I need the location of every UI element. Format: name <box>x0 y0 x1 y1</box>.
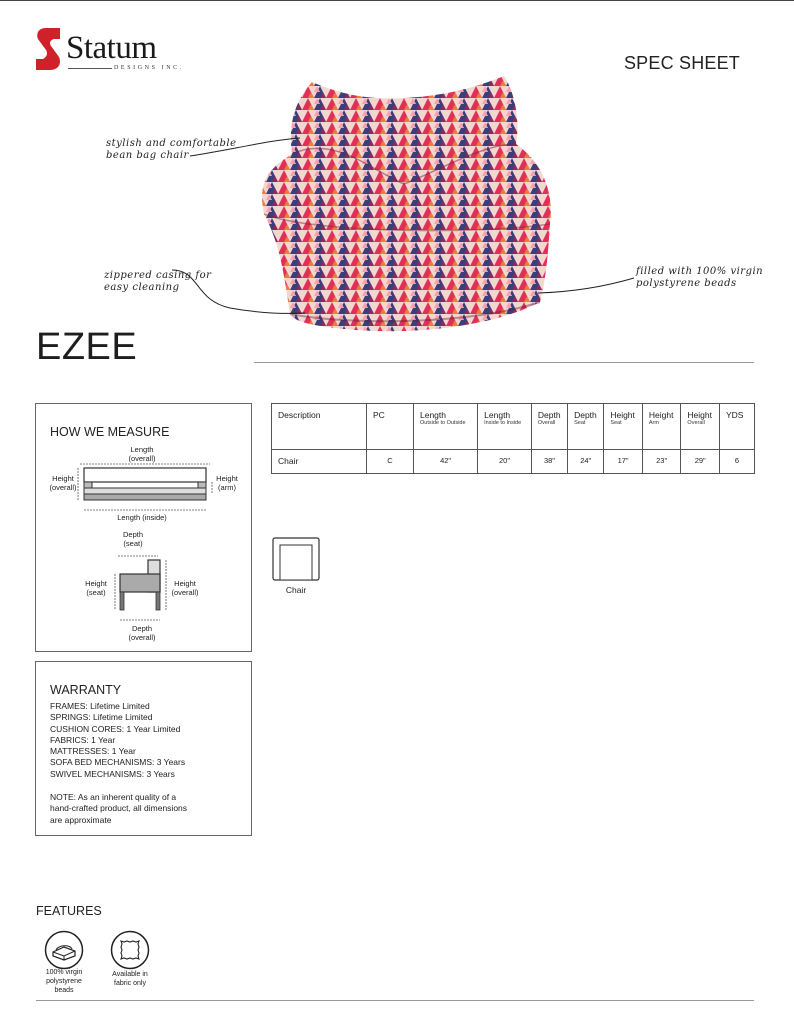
sofa-side-diagram <box>112 554 172 626</box>
warranty-note: NOTE: As an inherent quality of a hand-crafted product, all dimensions are approximate <box>50 792 188 825</box>
brand-name: Statum <box>66 30 157 66</box>
label-length-overall: Length (overall) <box>128 445 156 463</box>
label-height-overall-right: Height (overall) <box>171 579 199 597</box>
label-height-arm: Height (arm) <box>216 474 238 492</box>
spec-table <box>271 403 755 474</box>
warranty-line: FRAMES: Lifetime Limited <box>50 701 150 711</box>
features-title: FEATURES <box>36 904 102 918</box>
callout-comfortable: stylish and comfortable bean bag chair <box>106 138 237 161</box>
cell-length-inside: 20" <box>478 450 532 474</box>
product-title: EZEE <box>36 326 138 368</box>
header-height-seat: Height Seat <box>604 404 643 450</box>
chair-plan-label: Chair <box>285 585 307 595</box>
warranty-line: SOFA BED MECHANISMS: 3 Years <box>50 757 186 768</box>
warranty-line: FABRICS: 1 Year <box>50 734 116 745</box>
how-we-measure-panel <box>35 403 252 652</box>
header-depth-seat: Depth Seat <box>568 404 604 450</box>
feature-label-beads: 100% virgin polystyrene beads <box>45 969 83 994</box>
header-length-inside: Length Inside to Inside <box>478 404 532 450</box>
label-height-overall-left: Height (overall) <box>49 474 77 492</box>
title-rule <box>254 362 754 363</box>
header-length-outside: Length Outside to Outside <box>414 404 478 450</box>
warranty-panel <box>35 661 252 836</box>
label-depth-seat: Depth (seat) <box>122 530 143 548</box>
warranty-line: MATTRESSES: 1 Year <box>50 746 136 757</box>
sofa-front-diagram <box>74 462 216 514</box>
header-pc: PC <box>367 404 414 450</box>
header-depth-overall: Depth Overall <box>531 404 567 450</box>
cell-height-arm: 23" <box>642 450 681 474</box>
warranty-list <box>50 701 185 780</box>
spec-sheet-title: SPEC SHEET <box>623 53 740 73</box>
table-header-row <box>272 404 755 450</box>
cell-length-outside: 42" <box>414 450 478 474</box>
table-row <box>272 450 755 474</box>
label-height-seat: Height (seat) <box>85 579 107 597</box>
cell-description: Chair <box>272 450 367 474</box>
warranty-line: SWIVEL MECHANISMS: 3 Years <box>50 768 175 779</box>
cell-depth-seat: 24" <box>568 450 604 474</box>
header-height-overall: Height Overall <box>681 404 720 450</box>
beads-icon <box>44 930 84 970</box>
warranty-line: CUSHION CORES: 1 Year Limited <box>50 723 181 734</box>
cell-pc: C <box>367 450 414 474</box>
warranty-title: WARRANTY <box>50 683 122 697</box>
fabric-swatch-icon <box>110 930 150 970</box>
cell-height-seat: 17" <box>604 450 643 474</box>
brand-tagline: DESIGNS INC. <box>114 65 184 71</box>
header-yds: YDS <box>720 404 755 450</box>
header-description: Description <box>272 404 367 450</box>
how-we-measure-title: HOW WE MEASURE <box>50 425 170 439</box>
cell-yds: 6 <box>720 450 755 474</box>
label-length-inside: Length (inside) <box>117 513 167 522</box>
label-depth-overall: Depth (overall) <box>128 624 156 642</box>
callout-filled: filled with 100% virgin polystyrene beads <box>636 266 764 289</box>
warranty-line: SPRINGS: Lifetime Limited <box>50 712 153 723</box>
header-height-arm: Height Arm <box>642 404 681 450</box>
feature-label-fabric: Available in fabric only <box>112 971 148 987</box>
bottom-rule <box>36 1000 754 1001</box>
chair-plan-icon <box>272 537 320 581</box>
callout-lines <box>0 0 794 340</box>
cell-depth-overall: 38" <box>531 450 567 474</box>
callout-zippered: zippered casing for easy cleaning <box>104 270 212 293</box>
cell-height-overall: 29" <box>681 450 720 474</box>
